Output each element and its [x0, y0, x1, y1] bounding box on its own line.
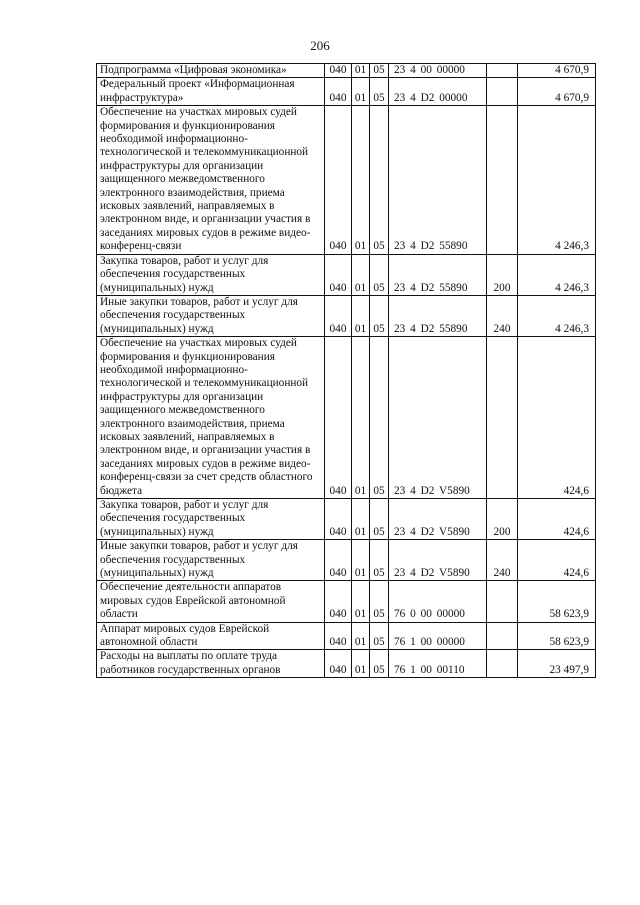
row-csr-code: 23 4 D2 55890	[389, 254, 487, 295]
row-gr-code: 040	[325, 499, 352, 540]
row-rz-code: 01	[352, 337, 370, 499]
row-pr-code: 05	[370, 650, 389, 678]
row-pr-code: 05	[370, 64, 389, 78]
row-gr-code: 040	[325, 64, 352, 78]
row-vr-code	[487, 650, 518, 678]
row-vr-code	[487, 78, 518, 106]
row-csr-code: 23 4 D2 V5890	[389, 540, 487, 581]
row-vr-code	[487, 106, 518, 254]
row-rz-code: 01	[352, 64, 370, 78]
table-row	[97, 650, 596, 678]
row-pr-code: 05	[370, 499, 389, 540]
row-pr-code: 05	[370, 622, 389, 650]
table-row	[97, 64, 596, 78]
row-rz-code: 01	[352, 650, 370, 678]
row-rz-code: 01	[352, 499, 370, 540]
row-name: Подпрограмма «Цифровая экономика»	[97, 64, 325, 78]
table-row	[97, 78, 596, 106]
row-name: Закупка товаров, работ и услуг для обеспечения государственных (муниципальных) нужд	[97, 499, 325, 540]
row-amount: 424,6	[518, 337, 596, 499]
row-csr-code: 23 4 D2 55890	[389, 295, 487, 336]
row-gr-code: 040	[325, 581, 352, 622]
row-name: Закупка товаров, работ и услуг для обеспечения государственных (муниципальных) нужд	[97, 254, 325, 295]
row-name: Обеспечение на участках мировых судей формирования и функционирования необходимой информационно-технологической и телекоммуникационной инфраструктуры для организации защищенного межведомственного электронного взаимодействия, приема исковых заявлений, направляемых в электронном виде, и организации участия в заседаниях мировых судов в режиме видео-конференц-связи	[97, 106, 325, 254]
row-vr-code: 240	[487, 295, 518, 336]
table-row	[97, 106, 596, 254]
row-csr-code: 76 1 00 00000	[389, 622, 487, 650]
row-csr-code: 23 4 D2 55890	[389, 106, 487, 254]
row-amount: 58 623,9	[518, 581, 596, 622]
row-rz-code: 01	[352, 295, 370, 336]
row-csr-code: 76 1 00 00110	[389, 650, 487, 678]
row-amount: 23 497,9	[518, 650, 596, 678]
row-rz-code: 01	[352, 78, 370, 106]
row-csr-code: 23 4 00 00000	[389, 64, 487, 78]
table-row	[97, 540, 596, 581]
row-gr-code: 040	[325, 295, 352, 336]
row-vr-code: 200	[487, 254, 518, 295]
table-row	[97, 295, 596, 336]
row-gr-code: 040	[325, 106, 352, 254]
row-name: Расходы на выплаты по оплате труда работников государственных органов	[97, 650, 325, 678]
row-rz-code: 01	[352, 622, 370, 650]
table-body	[97, 64, 596, 678]
budget-table	[96, 63, 596, 678]
table-row	[97, 581, 596, 622]
row-pr-code: 05	[370, 337, 389, 499]
row-name: Иные закупки товаров, работ и услуг для обеспечения государственных (муниципальных) нужд	[97, 540, 325, 581]
row-gr-code: 040	[325, 622, 352, 650]
row-pr-code: 05	[370, 106, 389, 254]
row-csr-code: 76 0 00 00000	[389, 581, 487, 622]
row-amount: 4 670,9	[518, 64, 596, 78]
row-rz-code: 01	[352, 106, 370, 254]
row-pr-code: 05	[370, 540, 389, 581]
row-gr-code: 040	[325, 337, 352, 499]
row-pr-code: 05	[370, 581, 389, 622]
row-vr-code: 240	[487, 540, 518, 581]
row-amount: 4 246,3	[518, 254, 596, 295]
row-vr-code	[487, 622, 518, 650]
row-amount: 4 246,3	[518, 295, 596, 336]
row-pr-code: 05	[370, 78, 389, 106]
row-vr-code	[487, 64, 518, 78]
row-pr-code: 05	[370, 254, 389, 295]
row-name: Федеральный проект «Информационная инфраструктура»	[97, 78, 325, 106]
table-row	[97, 337, 596, 499]
row-gr-code: 040	[325, 650, 352, 678]
row-rz-code: 01	[352, 581, 370, 622]
row-amount: 4 246,3	[518, 106, 596, 254]
row-rz-code: 01	[352, 254, 370, 295]
row-csr-code: 23 4 D2 V5890	[389, 499, 487, 540]
row-name: Иные закупки товаров, работ и услуг для обеспечения государственных (муниципальных) нужд	[97, 295, 325, 336]
page-number: 206	[310, 38, 330, 53]
row-gr-code: 040	[325, 254, 352, 295]
row-amount: 424,6	[518, 499, 596, 540]
row-rz-code: 01	[352, 540, 370, 581]
row-name: Аппарат мировых судов Еврейской автономной области	[97, 622, 325, 650]
row-name: Обеспечение на участках мировых судей формирования и функционирования необходимой информационно-технологической и телекоммуникационной инфраструктуры для организации защищенного межведомственного электронного взаимодействия, приема исковых заявлений, направляемых в электронном виде, и организации участия в заседаниях мировых судов в режиме видео-конференц-связи за счет средств областного бюджета	[97, 337, 325, 499]
row-csr-code: 23 4 D2 V5890	[389, 337, 487, 499]
table-row	[97, 254, 596, 295]
row-vr-code	[487, 337, 518, 499]
row-gr-code: 040	[325, 540, 352, 581]
row-csr-code: 23 4 D2 00000	[389, 78, 487, 106]
row-vr-code	[487, 581, 518, 622]
row-amount: 4 670,9	[518, 78, 596, 106]
table-row	[97, 499, 596, 540]
row-name: Обеспечение деятельности аппаратов мировых судов Еврейской автономной области	[97, 581, 325, 622]
table-row	[97, 622, 596, 650]
row-vr-code: 200	[487, 499, 518, 540]
row-gr-code: 040	[325, 78, 352, 106]
row-pr-code: 05	[370, 295, 389, 336]
row-amount: 58 623,9	[518, 622, 596, 650]
row-amount: 424,6	[518, 540, 596, 581]
